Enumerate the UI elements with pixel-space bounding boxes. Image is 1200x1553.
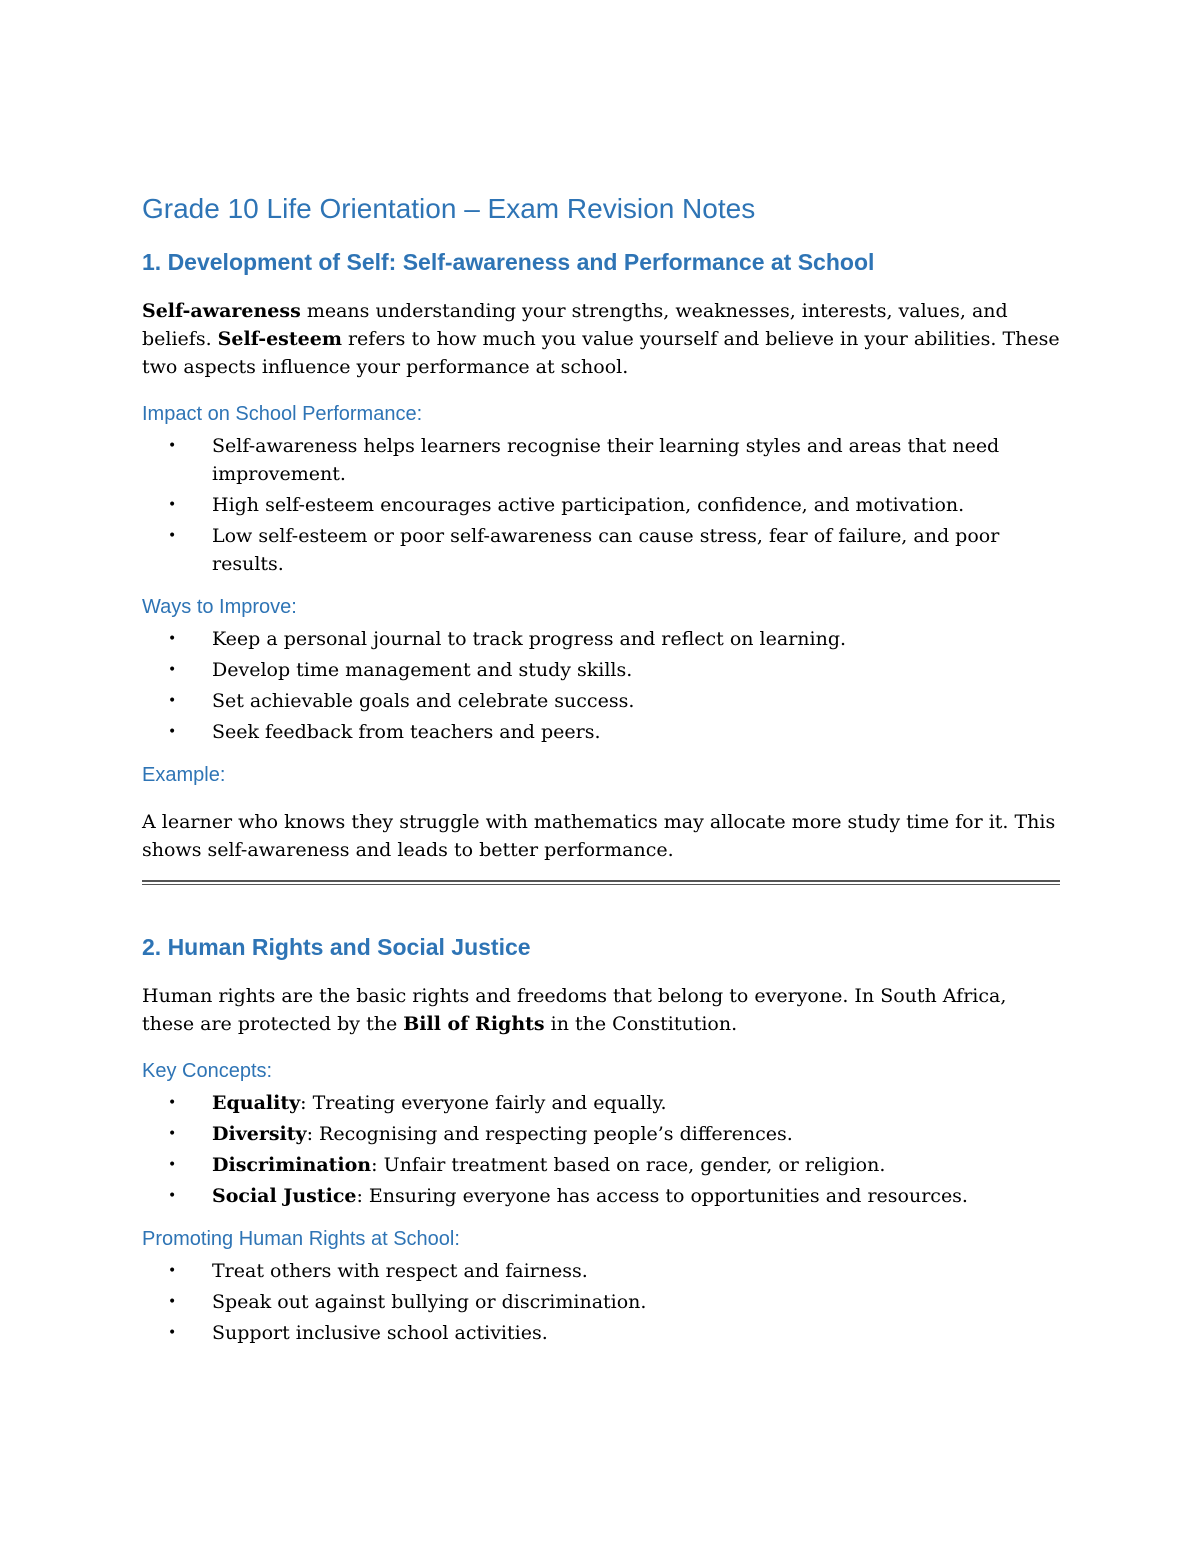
bullet-icon: •: [168, 1188, 177, 1204]
example-heading: Example:: [142, 764, 226, 786]
term-bill-of-rights: Bill of Rights: [403, 1013, 545, 1035]
improve-list: [142, 625, 1060, 746]
bullet-icon: •: [168, 438, 177, 454]
list-item: • Set achievable goals and celebrate success.: [142, 687, 1060, 715]
list-item: • Treat others with respect and fairness.: [142, 1257, 1060, 1285]
section-2-intro: Human rights are the basic rights and freedoms that belong to everyone. In South Africa, these are protected by the Bill of Rights in the Constitution.: [142, 985, 1007, 1035]
improve-heading: Ways to Improve:: [142, 596, 297, 618]
bullet-icon: •: [168, 662, 177, 678]
example-text: A learner who knows they struggle with mathematics may allocate more study time for it. This shows self-awareness and leads to better performance.: [142, 811, 1056, 861]
list-item: • Keep a personal journal to track progress and reflect on learning.: [142, 625, 1060, 653]
list-item: • Diversity: Recognising and respecting people’s differences.: [142, 1120, 1060, 1148]
impact-heading: Impact on School Performance:: [142, 403, 423, 425]
list-item: • Seek feedback from teachers and peers.: [142, 718, 1060, 746]
list-item: • Self-awareness helps learners recognise their learning styles and areas that need improvement.: [142, 432, 1060, 488]
bullet-icon: •: [168, 497, 177, 513]
bullet-icon: •: [168, 1095, 177, 1111]
document-page: [142, 180, 1060, 1350]
bullet-icon: •: [168, 1263, 177, 1279]
term-self-awareness: Self-awareness: [142, 300, 301, 322]
impact-list: [142, 432, 1060, 578]
section-2-heading: 2. Human Rights and Social Justice: [142, 934, 531, 960]
promoting-list: [142, 1257, 1060, 1347]
list-item: • Social Justice: Ensuring everyone has access to opportunities and resources.: [142, 1182, 1060, 1210]
bullet-icon: •: [168, 631, 177, 647]
bullet-icon: •: [168, 1325, 177, 1341]
list-item: • Low self-esteem or poor self-awareness can cause stress, fear of failure, and poor results.: [142, 522, 1060, 578]
term-self-esteem: Self-esteem: [217, 328, 342, 350]
promoting-heading: Promoting Human Rights at School:: [142, 1228, 460, 1250]
list-item: • Support inclusive school activities.: [142, 1319, 1060, 1347]
concepts-heading: Key Concepts:: [142, 1060, 273, 1082]
section-divider: [142, 880, 1060, 885]
section-1-heading: 1. Development of Self: Self-awareness and Performance at School: [142, 249, 875, 275]
bullet-icon: •: [168, 693, 177, 709]
section-1-intro: Self-awareness means understanding your strengths, weaknesses, interests, values, and beliefs. Self-esteem refers to how much you value yourself and believe in your abilities. These two aspects influence your performance at school.: [142, 300, 1060, 378]
bullet-icon: •: [168, 1294, 177, 1310]
bullet-icon: •: [168, 528, 177, 544]
list-item: • High self-esteem encourages active participation, confidence, and motivation.: [142, 491, 1060, 519]
list-item: • Discrimination: Unfair treatment based on race, gender, or religion.: [142, 1151, 1060, 1179]
bullet-icon: •: [168, 1126, 177, 1142]
bullet-icon: •: [168, 1157, 177, 1173]
document-title: Grade 10 Life Orientation – Exam Revision Notes: [142, 193, 756, 224]
bullet-icon: •: [168, 724, 177, 740]
concepts-list: [142, 1089, 1060, 1210]
list-item: • Speak out against bullying or discrimination.: [142, 1288, 1060, 1316]
list-item: • Develop time management and study skills.: [142, 656, 1060, 684]
list-item: • Equality: Treating everyone fairly and equally.: [142, 1089, 1060, 1117]
